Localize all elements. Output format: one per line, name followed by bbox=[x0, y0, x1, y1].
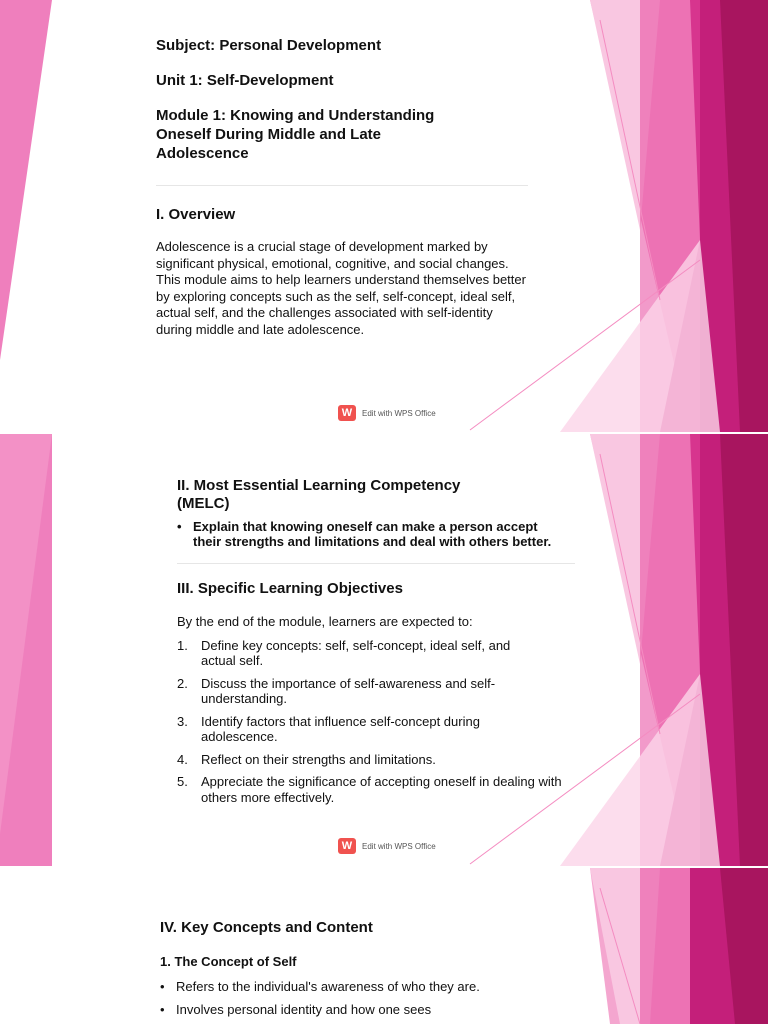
objective-item: 1. Define key concepts: self, self-concept, ideal self, and actual self. bbox=[177, 637, 511, 668]
divider bbox=[156, 185, 528, 186]
slide-1 bbox=[0, 0, 768, 432]
objectives-heading: III. Specific Learning Objectives bbox=[177, 580, 403, 597]
melc-bullet-text: Explain that knowing oneself can make a person accept their strengths and limitations and deal with others better. bbox=[193, 519, 552, 549]
overview-heading: I. Overview bbox=[156, 206, 236, 223]
subject-title: Subject: Personal Development bbox=[156, 37, 382, 54]
bullet-icon: • bbox=[160, 979, 165, 994]
concept-bullet: • Refers to the individual's awareness of who they are. bbox=[160, 979, 480, 994]
overview-text: Adolescence is a crucial stage of development marked by significant physical, emotional, cognitive, and social changes. This module aims to help learners understand themselves better by exploring concepts such as the self, self-concept, ideal self, actual self, and the challenges associated with self-identity during middle and late adolescence. bbox=[156, 239, 526, 337]
wps-icon: W bbox=[338, 405, 356, 421]
concept-of-self-heading: 1. The Concept of Self bbox=[160, 954, 297, 969]
bullet-icon: • bbox=[177, 519, 182, 534]
slide-2-content bbox=[177, 477, 577, 812]
wps-badge-label: Edit with WPS Office bbox=[362, 408, 436, 418]
concept-bullet: • Involves personal identity and how one sees bbox=[160, 1002, 432, 1017]
slide-2 bbox=[0, 434, 768, 866]
module-title: Module 1: Knowing and Understanding Oneself During Middle and Late Adolescence bbox=[156, 107, 435, 162]
objective-item: 4. Reflect on their strengths and limitations. bbox=[177, 751, 436, 767]
bullet-icon: • bbox=[160, 1002, 165, 1017]
wps-edit-badge[interactable] bbox=[338, 838, 436, 854]
objective-item: 3. Identify factors that influence self-concept during adolescence. bbox=[177, 713, 480, 744]
objectives-intro: By the end of the module, learners are expected to: bbox=[177, 614, 473, 629]
key-concepts-heading: IV. Key Concepts and Content bbox=[160, 919, 373, 936]
slide-3-content bbox=[160, 919, 540, 1017]
divider bbox=[177, 563, 575, 564]
melc-heading: II. Most Essential Learning Competency (MELC) bbox=[177, 477, 461, 512]
slide-3 bbox=[0, 868, 768, 1024]
objectives-list bbox=[177, 638, 577, 806]
wps-edit-badge[interactable] bbox=[338, 405, 436, 421]
unit-title: Unit 1: Self-Development bbox=[156, 72, 334, 89]
wps-icon: W bbox=[338, 838, 356, 854]
objective-item: 5. Appreciate the significance of accepting oneself in dealing with others more effectively. bbox=[177, 774, 562, 805]
melc-bullet bbox=[177, 519, 577, 549]
slide-1-content bbox=[156, 36, 536, 338]
wps-badge-label: Edit with WPS Office bbox=[362, 841, 436, 851]
objective-item: 2. Discuss the importance of self-awareness and self-understanding. bbox=[177, 675, 496, 706]
